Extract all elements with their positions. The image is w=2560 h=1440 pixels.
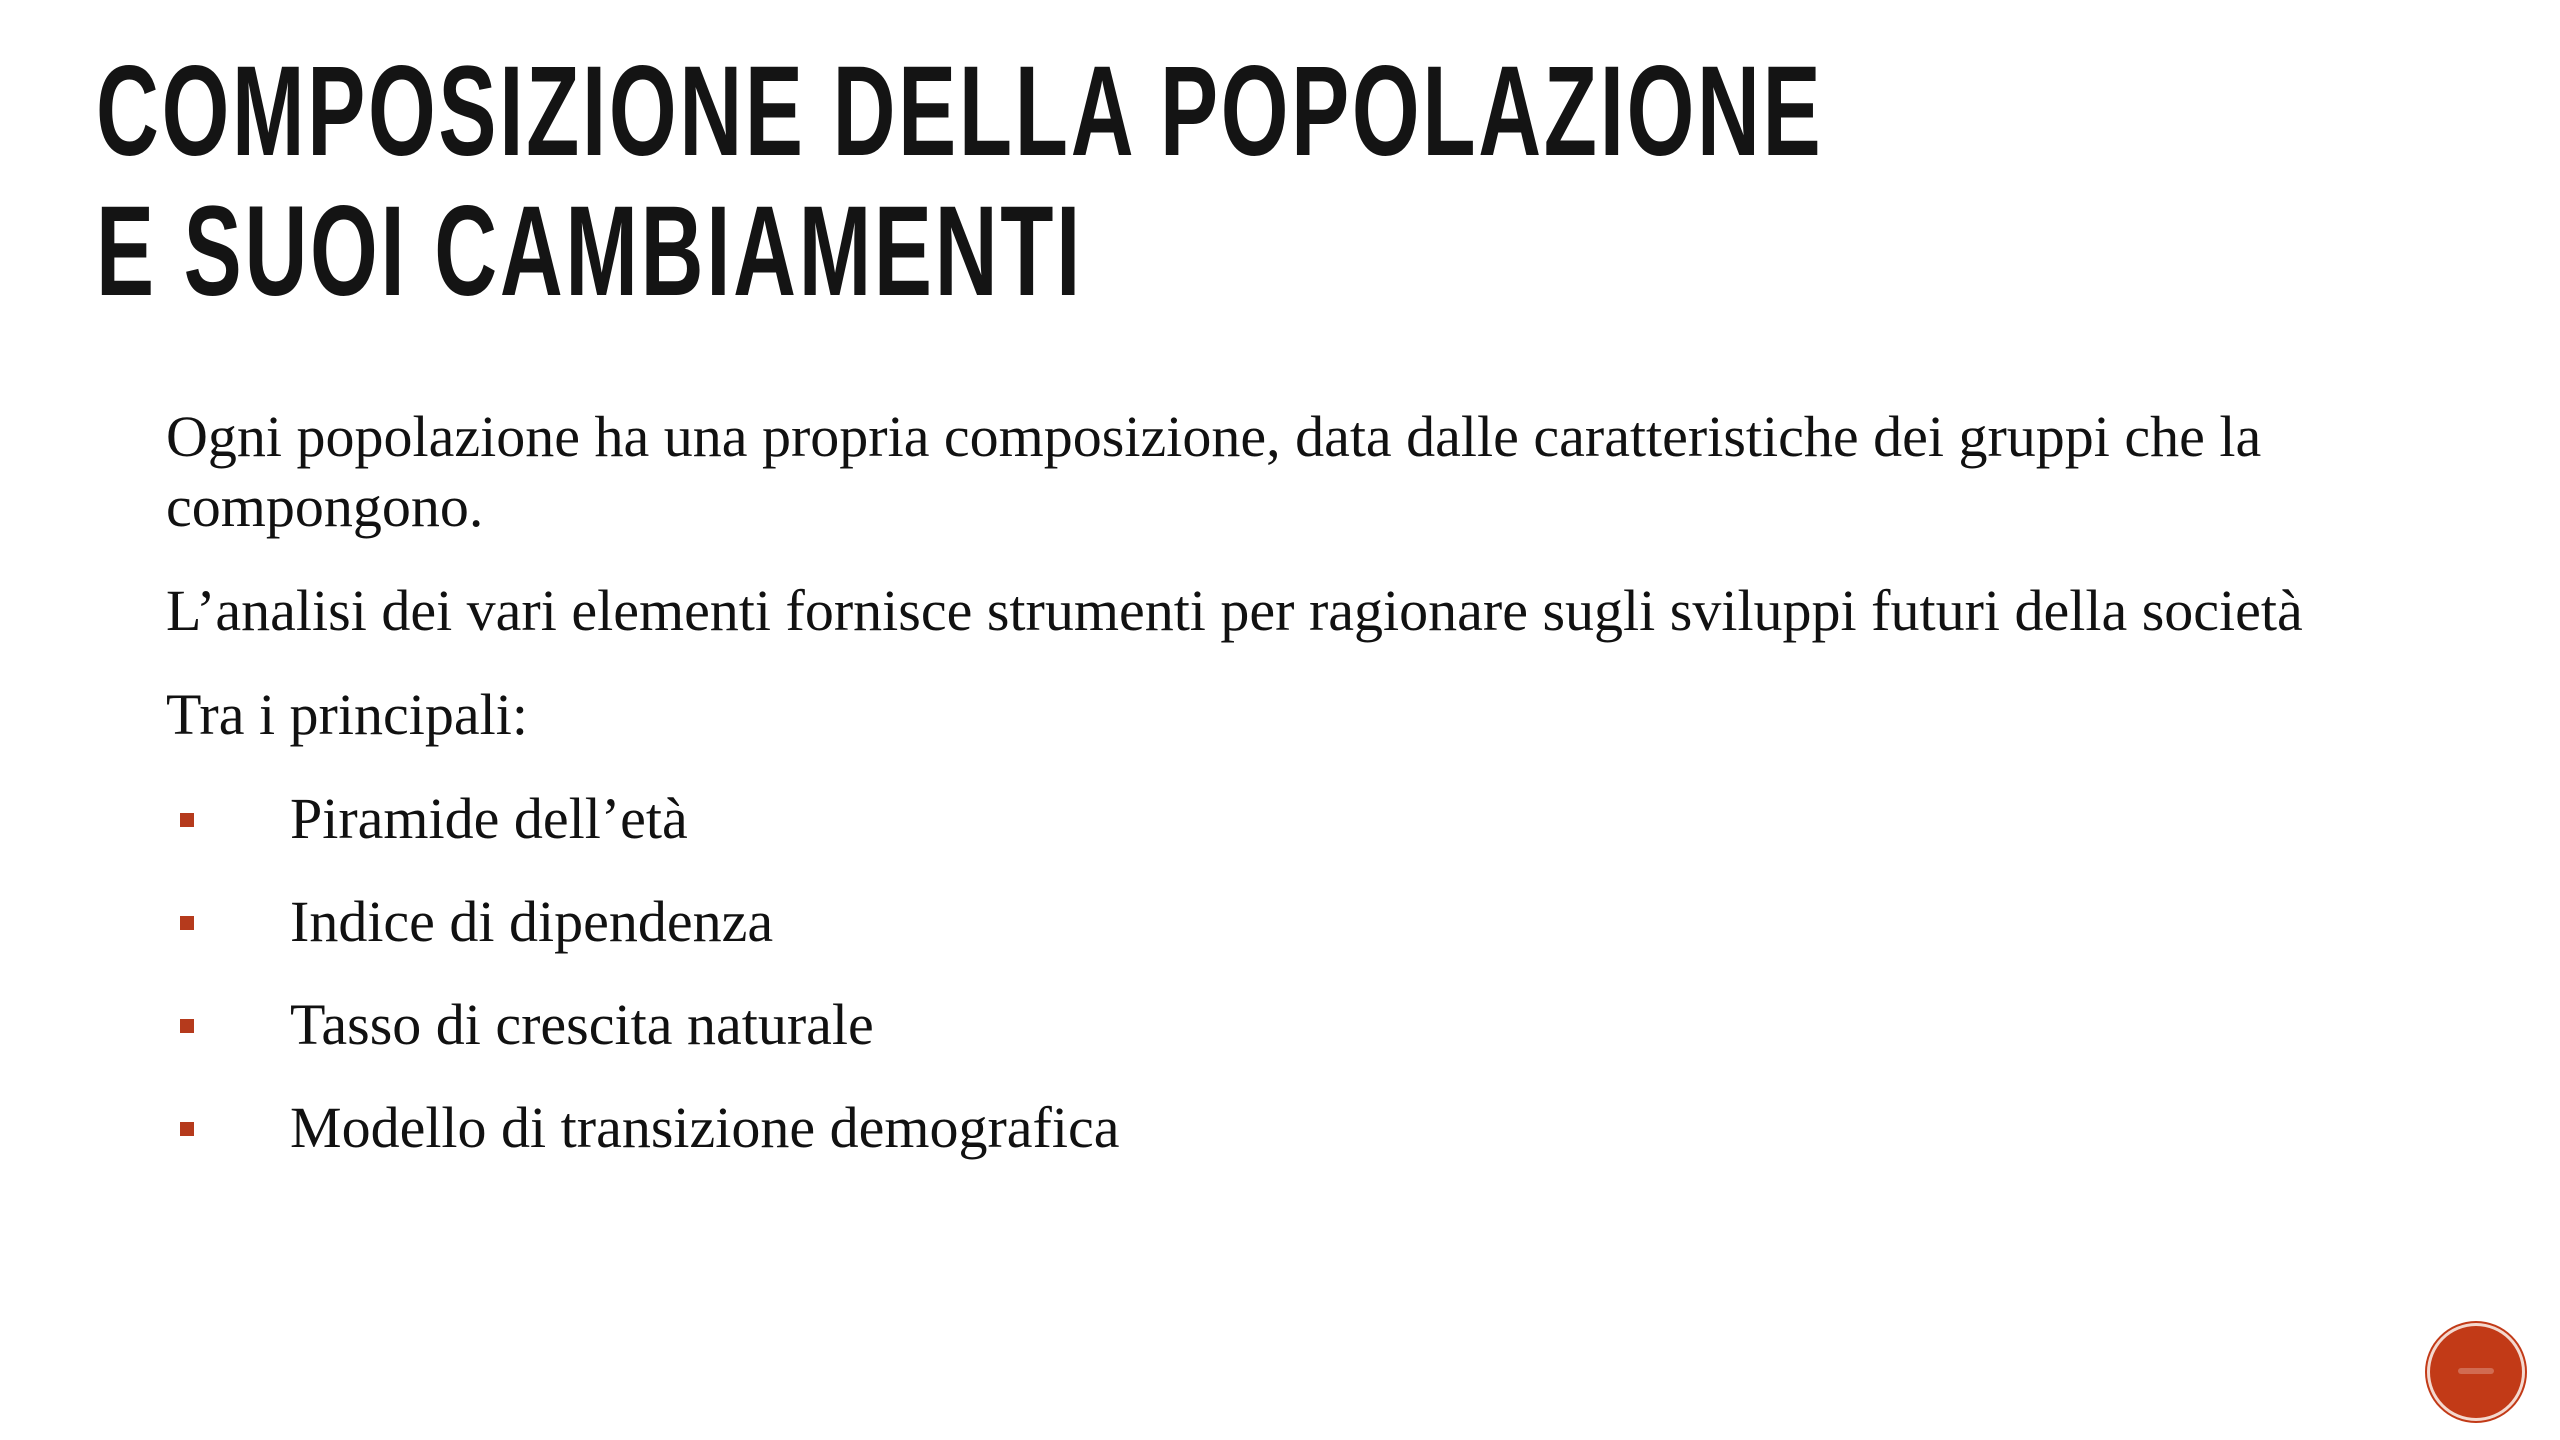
bullet-text: Indice di dipendenza <box>290 889 774 954</box>
bullet-text: Piramide dell’età <box>290 786 688 851</box>
bullet-item <box>166 1093 2416 1163</box>
slide-nav-button[interactable] <box>2430 1326 2522 1418</box>
bullet-item <box>166 784 2416 854</box>
bullet-list <box>166 784 2416 1163</box>
slide-title-line-1: COMPOSIZIONE DELLA POPOLAZIONE <box>96 40 1824 183</box>
slide-title <box>96 42 1823 322</box>
body-paragraph-2: L’analisi dei vari elementi fornisce strumenti per ragionare sugli sviluppi futuri della società <box>166 578 2303 643</box>
square-bullet-icon <box>180 1122 194 1136</box>
square-bullet-icon <box>180 813 194 827</box>
slide-body <box>166 402 2416 1196</box>
body-paragraph-1: Ogni popolazione ha una propria composizione, data dalle caratteristiche dei gruppi che la compongono. <box>166 404 2262 539</box>
bullet-text: Modello di transizione demografica <box>290 1095 1120 1160</box>
circle-nav-icon <box>2458 1368 2494 1374</box>
bullet-item <box>166 990 2416 1060</box>
square-bullet-icon <box>180 916 194 930</box>
slide-title-line-2: E SUOI CAMBIAMENTI <box>96 180 1084 323</box>
bullet-item <box>166 887 2416 957</box>
body-paragraph-3: Tra i principali: <box>166 682 528 747</box>
bullet-text: Tasso di crescita naturale <box>290 992 874 1057</box>
square-bullet-icon <box>180 1019 194 1033</box>
